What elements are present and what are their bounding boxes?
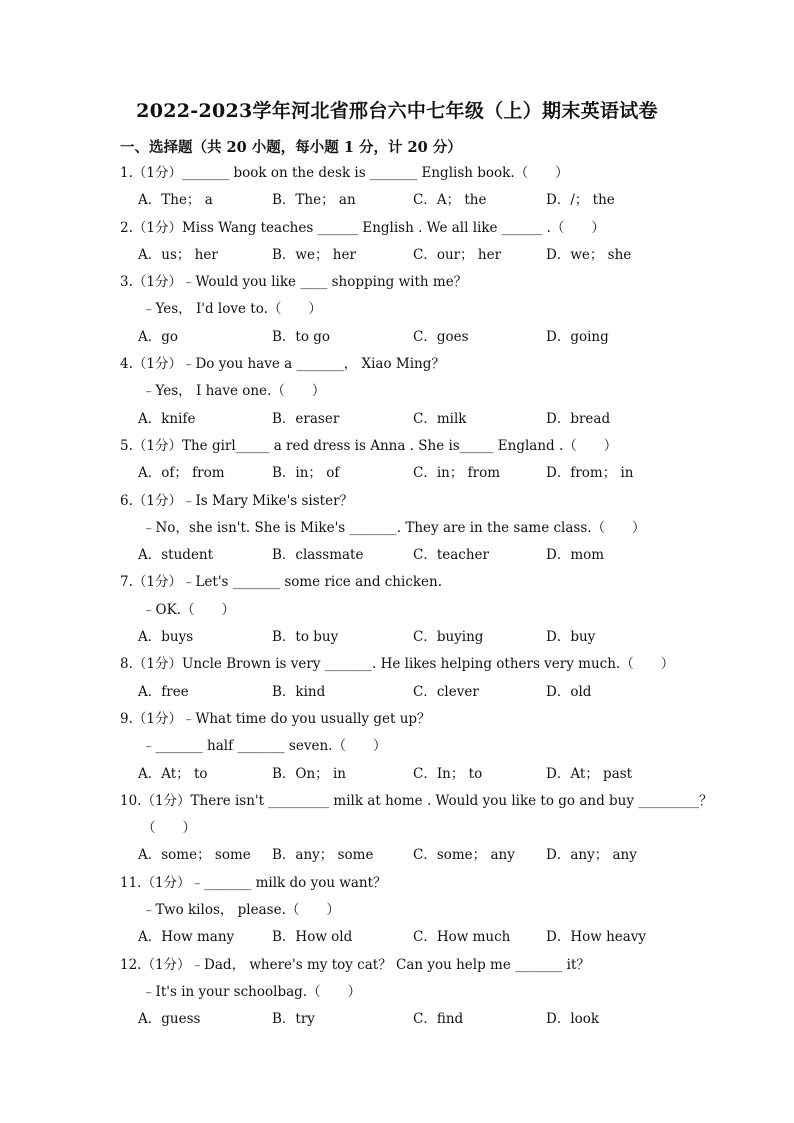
option-b: B．in； of [272,465,340,482]
option-d: D．going [546,328,609,345]
options-row [120,842,700,869]
option-a: A．The； a [138,192,213,209]
options-row [120,924,700,951]
option-c: C．buying [413,629,484,646]
options-row [120,761,700,788]
question-stem: 12.（1分）﹣Dad， where's my toy cat？ Can you help me _______ it？ [120,956,590,973]
question-stem: 10.（1分）There isn't _________ milk at home . Would you like to go and buy _________？ [120,792,713,809]
option-a: A．At； to [138,765,208,782]
option-c: C．in； from [413,465,501,482]
option-b: B．kind [272,683,326,700]
section-heading: 一、选择题（共 20 小题，每小题 1 分，计 20 分） [120,139,462,156]
options-row [120,187,700,214]
option-b: B．to go [272,328,331,345]
option-d: D．At； past [546,765,633,782]
options-row [120,679,700,706]
option-d: D．look [546,1011,600,1028]
option-b: B．On； in [272,765,346,782]
question-item [120,351,700,433]
question-stem: 9.（1分）﹣What time do you usually get up？ [120,710,431,727]
question-item [120,952,700,1034]
option-d: D．we； she [546,246,632,263]
option-a: A．student [138,547,214,564]
question-stem: 2.（1分）Miss Wang teaches ______ English . We all like ______ .（ ） [120,219,605,236]
option-b: B．How old [272,929,353,946]
question-stem: 3.（1分）﹣Would you like ____ shopping with me？ [120,274,468,291]
question-continuation: ﹣Yes， I have one.（ ） [142,383,326,400]
option-d: D．buy [546,629,596,646]
option-d: D．mom [546,547,605,564]
option-b: B．The； an [272,192,356,209]
question-stem: 7.（1分）﹣Let's _______ some rice and chicken. [120,574,443,591]
option-c: C．milk [413,410,467,427]
exam-title: 2022-2023学年河北省邢台六中七年级（上）期末英语试卷 [136,100,658,122]
option-c: C．find [413,1011,464,1028]
options-row [120,624,700,651]
option-d: D．any； any [546,847,637,864]
option-b: B．to buy [272,629,339,646]
option-b: B．eraser [272,410,340,427]
option-a: A．free [138,683,189,700]
option-b: B．classmate [272,547,364,564]
option-c: C．clever [413,683,479,700]
option-b: B．any； some [272,847,374,864]
option-c: C．In； to [413,765,483,782]
option-b: B．try [272,1011,315,1028]
question-stem: 4.（1分）﹣Do you have a _______， Xiao Ming？ [120,356,445,373]
option-b: B．we； her [272,246,356,263]
options-row [120,542,700,569]
question-item [120,788,713,870]
question-item [120,651,700,706]
question-continuation: （ ） [142,820,196,837]
question-stem: 5.（1分）The girl_____ a red dress is Anna . She is_____ England .（ ） [120,437,618,454]
option-c: C．A； the [413,192,487,209]
question-item [120,569,700,651]
option-c: C．our； her [413,246,502,263]
option-c: C．teacher [413,547,489,564]
question-item [120,433,700,488]
option-d: D．How heavy [546,929,647,946]
option-d: D．/； the [546,192,615,209]
question-item [120,870,700,952]
options-row [120,460,700,487]
question-item [120,488,700,570]
options-row [120,324,700,351]
question-continuation: ﹣No，she isn't. She is Mike's _______. They are in the same class.（ ） [142,519,646,536]
option-a: A．of； from [138,465,225,482]
option-a: A．guess [138,1011,201,1028]
question-stem: 6.（1分）﹣Is Mary Mike's sister？ [120,492,354,509]
options-row [120,242,700,269]
question-stem: 8.（1分）Uncle Brown is very _______. He likes helping others very much.（ ） [120,656,675,673]
question-item [120,269,700,351]
option-a: A．knife [138,410,196,427]
question-continuation: ﹣It's in your schoolbag.（ ） [142,983,362,1000]
option-d: D．bread [546,410,611,427]
question-item [120,160,700,215]
question-continuation: ﹣Yes， I'd love to.（ ） [142,301,322,318]
options-row [120,1006,700,1033]
option-d: D．old [546,683,592,700]
question-list [120,160,713,1034]
question-stem: 11.（1分）﹣_______ milk do you want？ [120,874,387,891]
question-continuation: ﹣_______ half _______ seven.（ ） [142,738,387,755]
option-a: A．us； her [138,246,218,263]
question-item [120,215,700,270]
option-a: A．some； some [138,847,251,864]
options-row [120,406,700,433]
option-a: A．buys [138,629,194,646]
question-stem: 1.（1分）_______ book on the desk is _______ English book.（ ） [120,165,569,181]
option-a: A．How many [138,929,235,946]
option-a: A．go [138,328,179,345]
question-continuation: ﹣Two kilos， please.（ ） [142,902,340,919]
question-item [120,706,700,788]
option-c: C．How much [413,929,511,946]
option-d: D．from； in [546,465,634,482]
question-continuation: ﹣OK.（ ） [142,601,235,618]
option-c: C．goes [413,328,469,345]
option-c: C．some； any [413,847,515,864]
